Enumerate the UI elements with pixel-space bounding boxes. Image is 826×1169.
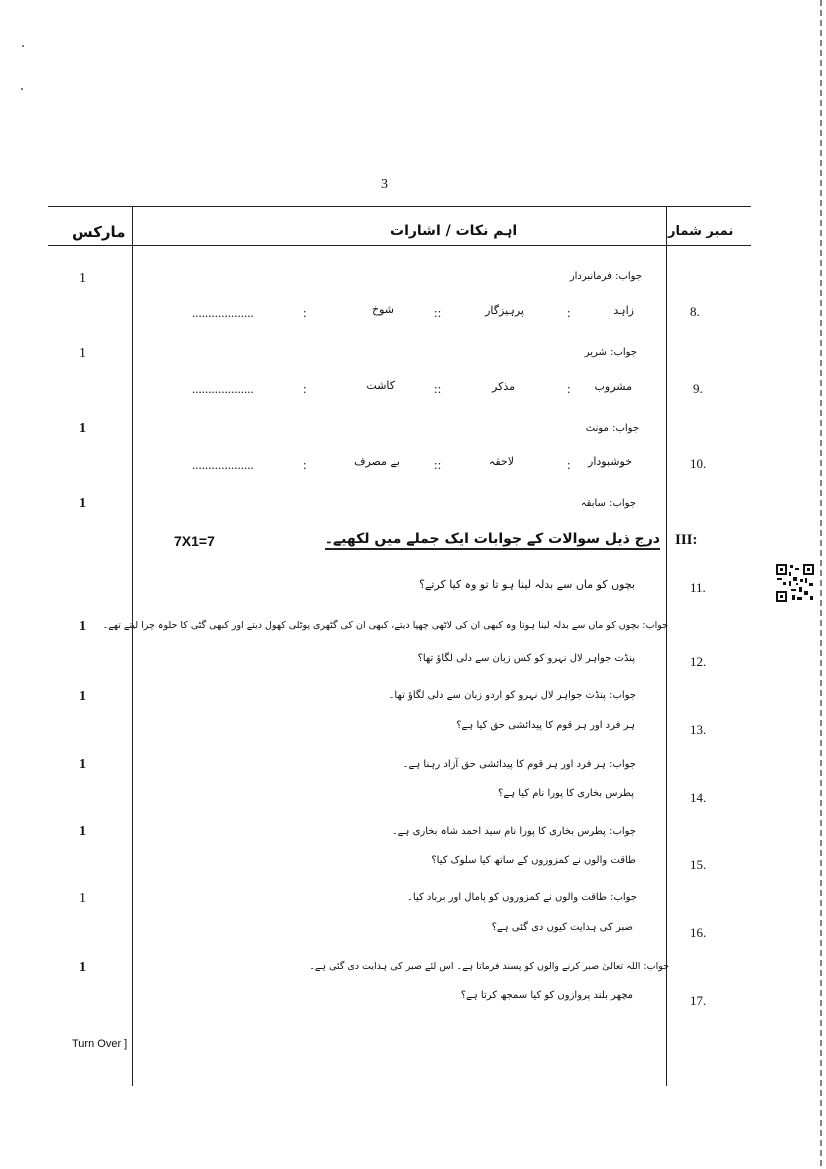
- mark-value: 1: [79, 271, 86, 286]
- answer-text: جواب: پنڈت جواہر لال نہرو کو اردو زبان سے دلی لگاؤ تھا۔: [388, 690, 636, 701]
- mark-value: 1: [79, 346, 86, 361]
- answer-text: جواب: اللہ تعالیٰ صبر کرنے والوں کو پسند فرماتا ہے۔ اس لئے صبر کی ہدایت دی گئی ہے۔: [309, 961, 669, 972]
- question-number: 15.: [690, 857, 707, 872]
- mark-value: 1: [79, 689, 86, 704]
- separator: :: [303, 305, 307, 320]
- answer-text: جواب: مونث: [585, 423, 639, 434]
- answer-text: جواب: بچوں کو ماں سے بدلہ لینا ہوتا وہ کبھی ان کی لاٹھی چھپا دیتے، کبھی ان کی گٹھری پوٹلی کھول دیتے اور کبھی گٹی کا حلوہ چرا لیتے تھے۔: [102, 620, 668, 631]
- blank-line: ...................: [192, 457, 254, 472]
- word: مذکر: [492, 380, 515, 393]
- word: شوخ: [372, 303, 394, 316]
- question-text: صبر کی ہدایت کیوں دی گئی ہے؟: [491, 922, 633, 933]
- word: لاحقہ: [488, 455, 514, 468]
- separator: :: [303, 381, 307, 396]
- mark-value: 1: [79, 960, 86, 975]
- answer-text: جواب: سابقہ: [580, 498, 636, 509]
- mark-value: 1: [79, 496, 86, 511]
- answer-text: جواب: طاقت والوں نے کمزوروں کو پامال اور برباد کیا۔: [407, 892, 637, 903]
- word: خوشبودار: [588, 455, 632, 468]
- question-number: 13.: [690, 722, 707, 737]
- question-number: 10.: [690, 456, 707, 471]
- question-text: ہر فرد اور ہر قوم کا پیدائشی حق کیا ہے؟: [456, 720, 635, 731]
- word: مشروب: [594, 380, 632, 393]
- mark-value: 1: [79, 619, 86, 634]
- section-numeral: III:: [675, 532, 698, 548]
- double-separator: ::: [434, 381, 442, 396]
- question-text: پطرس بخاری کا پورا نام کیا ہے؟: [498, 788, 634, 799]
- blank-line: ...................: [192, 305, 254, 320]
- word: پرہیزگار: [485, 304, 524, 317]
- separator: :: [567, 457, 571, 472]
- question-number: 17.: [690, 993, 707, 1008]
- answer-text: جواب: ہر فرد اور ہر قوم کا پیدائشی حق آزاد رہنا ہے۔: [402, 759, 636, 770]
- scan-dust: [21, 88, 23, 90]
- question-text: طاقت والوں نے کمزوروں کے ساتھ کیا سلوک کیا؟: [431, 855, 636, 866]
- header-serial: نمبر شمار: [668, 224, 734, 239]
- mark-value: 1: [79, 757, 86, 772]
- question-text: مچھر بلند پروازوں کو کیا سمجھ کرتا ہے؟: [460, 990, 633, 1001]
- question-number: 16.: [690, 925, 707, 940]
- answer-text: جواب: فرمانبردار: [569, 271, 642, 282]
- mark-value: 1: [79, 421, 86, 436]
- separator: :: [567, 381, 571, 396]
- serial-column-divider: [666, 206, 667, 1086]
- table-top-rule: [48, 206, 751, 207]
- question-text: پنڈت جواہر لال نہرو کو کس زبان سے دلی لگاؤ تھا؟: [417, 653, 635, 664]
- question-number: 11.: [690, 580, 706, 595]
- answer-text: جواب: شریر: [584, 347, 637, 358]
- double-separator: ::: [434, 457, 442, 472]
- page-number: 3: [381, 177, 388, 192]
- question-number: 9.: [693, 381, 703, 396]
- header-marks: مارکس: [72, 223, 126, 241]
- mark-value: 1: [79, 824, 86, 839]
- marks-column-divider: [132, 206, 133, 1086]
- table-header-rule: [48, 245, 751, 246]
- section-score: 7X1=7: [174, 533, 215, 549]
- word: بے مصرف: [354, 455, 400, 468]
- double-separator: ::: [434, 305, 442, 320]
- turn-over-note: Turn Over ]: [72, 1038, 128, 1050]
- scan-dust: [22, 45, 24, 47]
- separator: :: [567, 305, 571, 320]
- question-number: 8.: [690, 304, 700, 319]
- scan-edge-line: [820, 0, 822, 1169]
- section-title: درج ذیل سوالات کے جوابات ایک جملے میں لکھیے۔: [325, 531, 660, 550]
- answer-text: جواب: پطرس بخاری کا پورا نام سید احمد شاہ بخاری ہے۔: [391, 826, 636, 837]
- word: کاشت: [366, 379, 395, 392]
- qr-code-icon: [775, 563, 815, 603]
- question-text: بچوں کو ماں سے بدلہ لینا ہو تا تو وہ کیا کرتے؟: [419, 578, 635, 591]
- question-number: 12.: [690, 654, 707, 669]
- question-number: 14.: [690, 790, 707, 805]
- header-key-points: اہم نکات / اشارات: [390, 223, 518, 239]
- blank-line: ...................: [192, 381, 254, 396]
- mark-value: 1: [79, 891, 86, 906]
- separator: :: [303, 457, 307, 472]
- word: زاہد: [613, 304, 634, 317]
